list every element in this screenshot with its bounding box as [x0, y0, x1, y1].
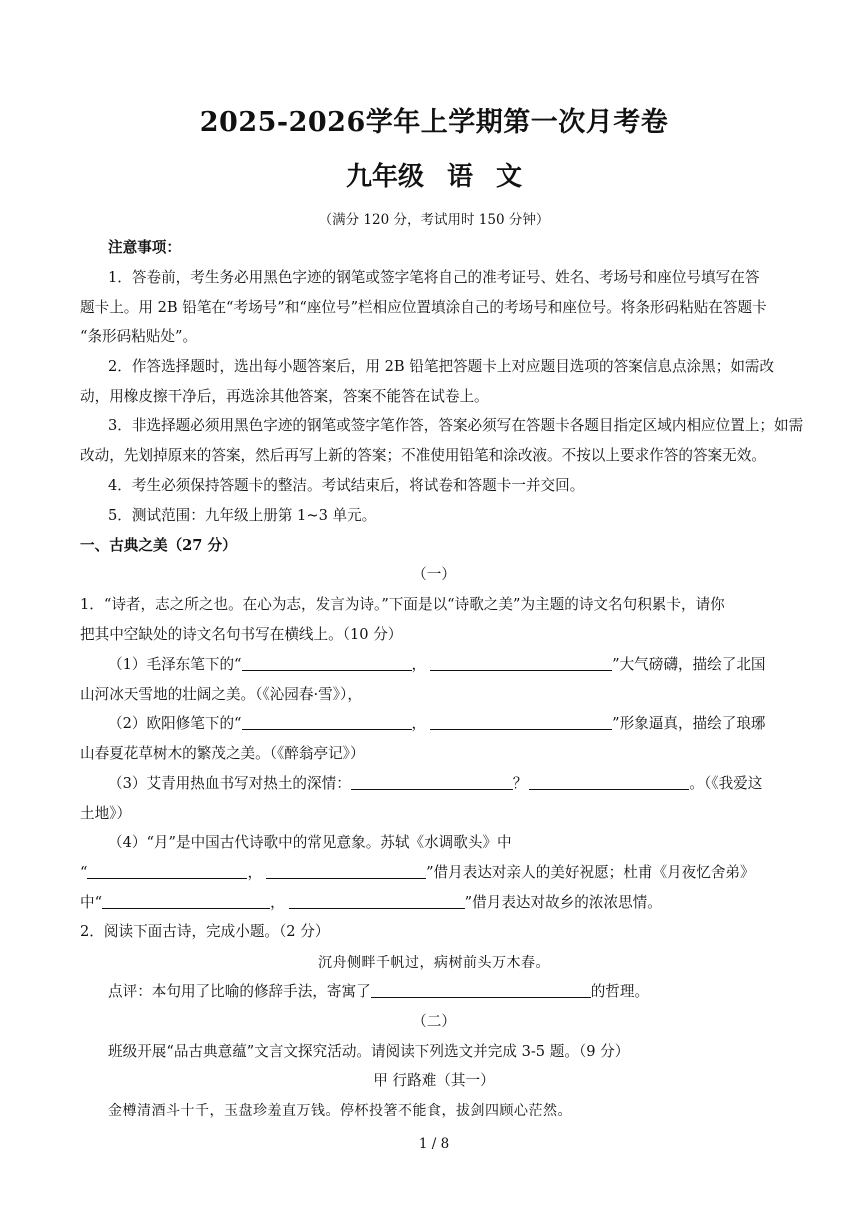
q1-2-prefix: （2）欧阳修笔下的“ [108, 715, 242, 732]
notice-item1-line2: 题卡上。用 2B 铅笔在“考场号”和“座位号”栏相应位置填涂自己的考场号和座位号。将条形码粘贴在答题卡 [80, 299, 767, 316]
answer-blank[interactable] [266, 864, 426, 879]
q1-3-suffix: 。（《我爱这 [689, 775, 763, 792]
page-number: 1 / 8 [418, 1136, 450, 1152]
answer-blank[interactable] [289, 894, 465, 909]
exam-subtitle: 九年级 语 文 [345, 162, 523, 192]
notice-item2-line1: 2．作答选择题时，选出每小题答案后，用 2B 铅笔把答题卡上对应题目选项的答案信息点涂黑；如需改 [108, 358, 775, 375]
q1-4-line3-separator: ， [270, 894, 285, 911]
q1-4-separator: ， [247, 864, 263, 881]
q1-4-line1: （4）“月”是中国古代诗歌中的常见意象。苏轼《水调歌头》中 [108, 834, 512, 851]
answer-blank[interactable] [242, 656, 412, 671]
q2-line1: 2．阅读下面古诗，完成小题。（2 分） [80, 923, 330, 940]
part1-label: （一） [412, 566, 456, 583]
answer-blank[interactable] [430, 656, 612, 671]
exam-title: 2025-2026学年上学期第一次月考卷 [199, 107, 669, 138]
score-note: （满分 120 分，考试用时 150 分钟） [318, 212, 550, 228]
q2-poem: 沉舟侧畔千帆过，病树前头万木春。 [318, 955, 550, 971]
answer-blank[interactable] [371, 983, 591, 998]
notice-item1-line1: 1．答卷前，考生务必用黑色字迹的钢笔或签字笔将自己的准考证号、姓名、考场号和座位号填写在答 [108, 269, 760, 286]
q1-2-line1 [108, 714, 766, 734]
q1-4-open-quote: “ [80, 864, 88, 881]
notice-item4: 4．考生必须保持答题卡的整洁。考试结束后，将试卷和答题卡一并交回。 [108, 477, 585, 494]
part2-intro: 班级开展“品古典意蕴”文言文探究活动。请阅读下列选文并完成 3-5 题。（9 分） [108, 1043, 630, 1060]
part2-label: （二） [412, 1013, 456, 1030]
notice-item5: 5．测试范围：九年级上册第 1~3 单元。 [108, 507, 377, 524]
q1-2-line2: 山春夏花草树木的繁茂之美。（《醉翁亭记》） [80, 745, 365, 762]
q1-1-prefix: （1）毛泽东笔下的“ [108, 656, 242, 673]
text-a-title: 甲 行路难（其一） [373, 1072, 495, 1089]
q1-2-suffix: ”形象逼真，描绘了琅琊 [612, 715, 766, 732]
q1-3-line2: 土地》） [80, 805, 132, 822]
q2-comment-suffix: 的哲理。 [590, 983, 650, 1000]
notice-item3-line2: 改动，先划掉原来的答案，然后再写上新的答案；不准使用铅笔和涂改液。不按以上要求作答的答案无效。 [80, 447, 766, 464]
q1-2-separator: ， [411, 715, 427, 732]
q1-4-line2-suffix: ”借月表达对亲人的美好祝愿；杜甫《月夜忆舍弟》 [426, 864, 755, 881]
answer-blank[interactable] [430, 715, 612, 730]
q1-4-line3 [80, 893, 662, 913]
answer-blank[interactable] [242, 715, 412, 730]
text-a-line1: 金樽清酒斗十千，玉盘珍羞直万钱。停杯投箸不能食，拔剑四顾心茫然。 [108, 1103, 572, 1119]
q1-3-separator: ？ [512, 775, 528, 792]
notice-item2-line2: 动，用橡皮擦干净后，再选涂其他答案，答案不能答在试卷上。 [80, 388, 489, 405]
q1-3-prefix: （3）艾青用热血书写对热土的深情： [108, 775, 351, 792]
q1-4-line2 [80, 863, 755, 883]
notice-heading: 注意事项： [108, 239, 181, 256]
section1-heading: 一、古典之美（27 分） [80, 537, 237, 554]
q2-comment-prefix: 点评：本句用了比喻的修辞手法，寄寓了 [108, 983, 371, 1000]
q1-1-separator: ， [411, 656, 427, 673]
answer-blank[interactable] [351, 775, 513, 790]
q1-1-suffix: ”大气磅礴，描绘了北国 [612, 656, 766, 673]
answer-blank[interactable] [87, 864, 247, 879]
answer-blank[interactable] [102, 894, 270, 909]
q1-1-line2: 山河冰天雪地的壮阔之美。（《沁园春·雪》）， [80, 686, 362, 703]
answer-blank[interactable] [529, 775, 689, 790]
q2-comment [108, 982, 649, 1002]
notice-item3-line1: 3．非选择题必须用黑色字迹的钢笔或签字笔作答，答案必须写在答题卡各题目指定区域内相应位置上；如需 [108, 417, 804, 434]
q1-4-line3-prefix: 中“ [80, 894, 103, 911]
q1-4-line3-suffix: ”借月表达对故乡的浓浓思情。 [464, 894, 662, 911]
notice-item1-line3: “条形码粘贴处”。 [80, 328, 198, 345]
q1-1-line1 [108, 655, 766, 675]
q1-line2: 把其中空缺处的诗文名句书写在横线上。（10 分） [80, 626, 403, 643]
q1-line1: 1．“诗者，志之所之也。在心为志，发言为诗。”下面是以“诗歌之美”为主题的诗文名句积累卡，请你 [80, 596, 725, 613]
q1-3-line1 [108, 774, 762, 794]
